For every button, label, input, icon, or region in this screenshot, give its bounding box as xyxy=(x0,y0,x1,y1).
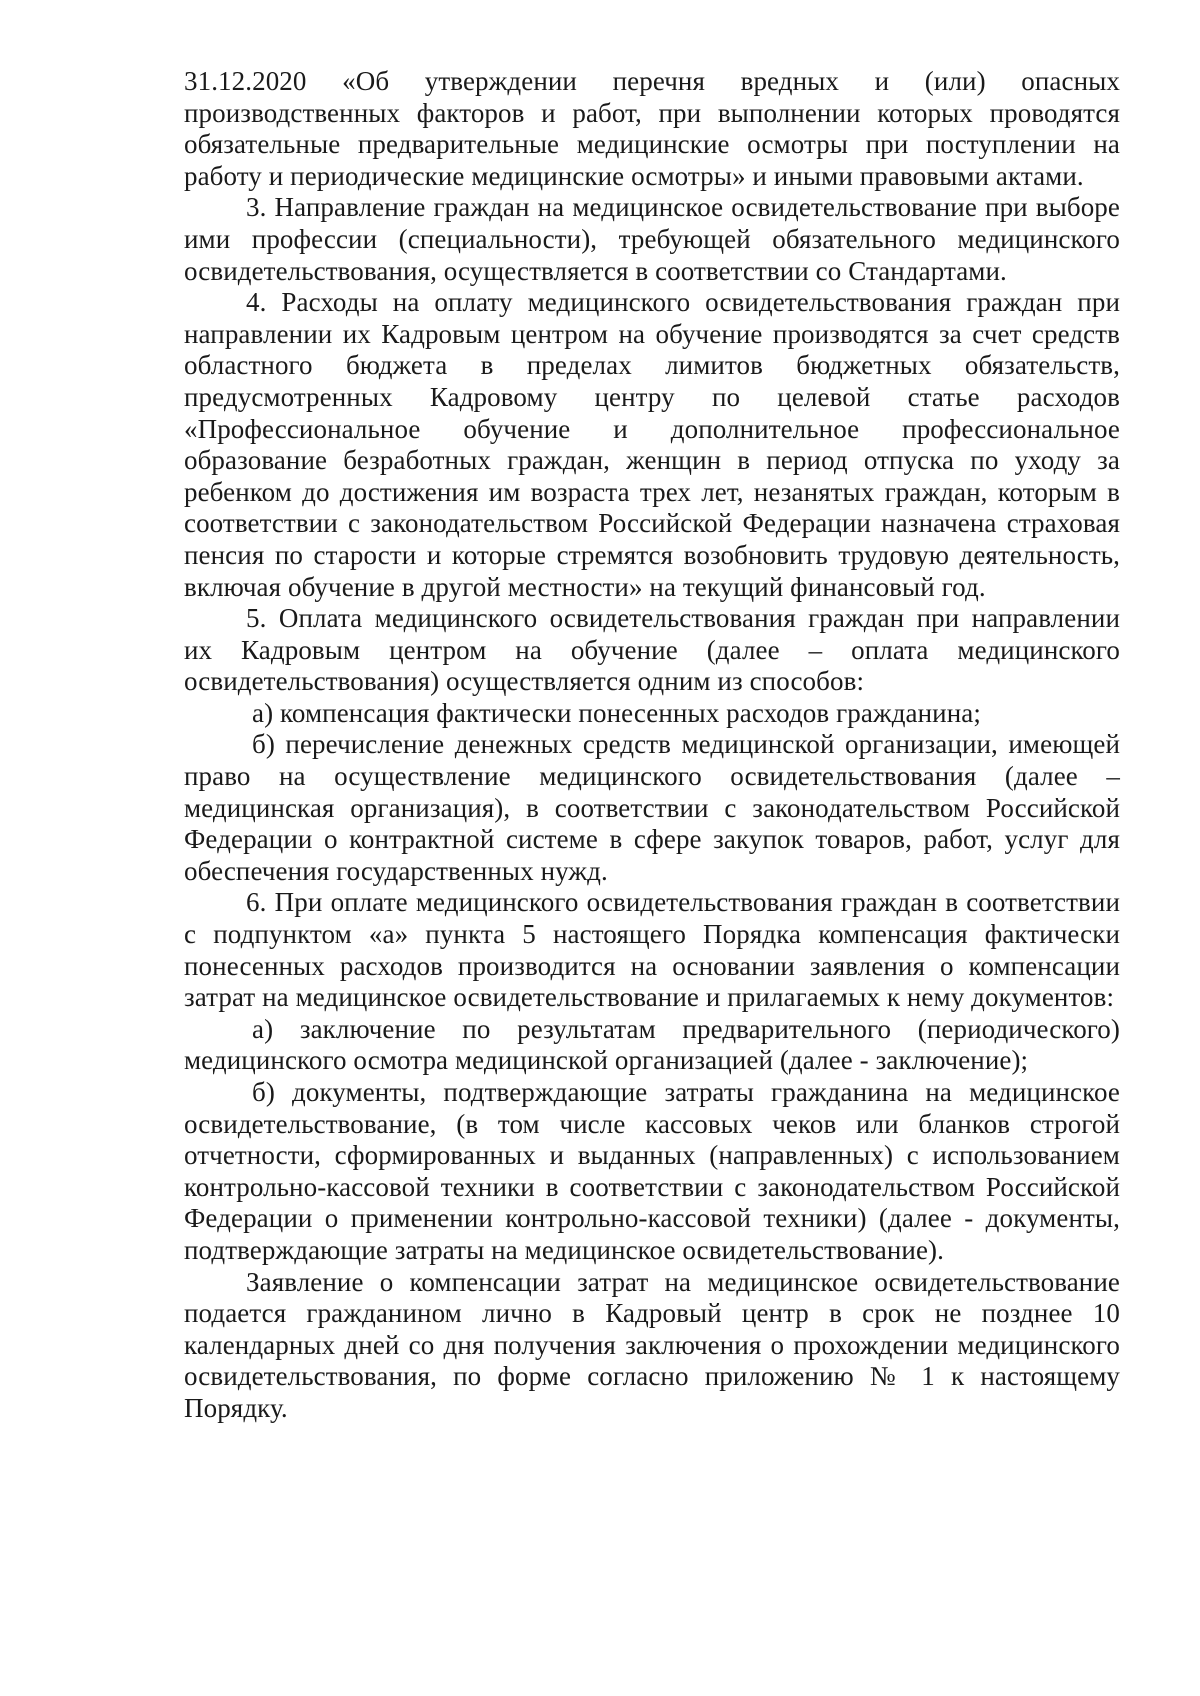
paragraph-continuation: 31.12.2020 «Об утверждении перечня вредных и (или) опасных производственных факторов и работ, при выполнении которых проводятся обязательные предварительные медицинские осмотры при поступлении на работу и периодические медицинские осмотры» и иными правовыми актами. xyxy=(184,66,1120,191)
paragraph-item-5-a: а) компенсация фактически понесенных расходов гражданина; xyxy=(252,697,981,728)
paragraph-item-6: 6. При оплате медицинского освидетельствования граждан в соответствии с подпунктом «а» пункта 5 настоящего Порядка компенсация фактически понесенных расходов производится на основании заявления о компенсации затрат на медицинское освидетельствование и прилагаемых к нему документов: xyxy=(184,887,1120,1013)
paragraph-item-4: 4. Расходы на оплату медицинского освидетельствования граждан при направлении их Кадровым центром на обучение производятся за счет средств областного бюджета в пределах лимитов бюджетных обязательств, предусмотренных Кадровому центру по целевой статье расходов «Профессиональное обучение и дополнительное профессиональное образование безработных граждан, женщин в период отпуска по уходу за ребенком до достижения им возраста трех лет, незанятых граждан, которым в соответствии с законодательством Российской Федерации назначена страховая пенсия по старости и которые стремятся возобновить трудовую деятельность, включая обучение в другой местности» на текущий финансовый год. xyxy=(184,287,1120,602)
paragraph-item-5-b: б) перечисление денежных средств медицинской организации, имеющей право на осуществление медицинского освидетельствования (далее – медицинская организация), в соответствии с законодательством Российской Федерации о контрактной системе в сфере закупок товаров, работ, услуг для обеспечения государственных нужд. xyxy=(184,729,1120,886)
document-body xyxy=(184,66,1120,1425)
paragraph-item-6-b: б) документы, подтверждающие затраты гражданина на медицинское освидетельствование, (в том числе кассовых чеков или бланков строгой отчетности, сформированных и выданных (направленных) с использованием контрольно-кассовой техники в соответствии с законодательством Российской Федерации о применении контрольно-кассовой техники) (далее - документы, подтверждающие затраты на медицинское освидетельствование). xyxy=(184,1077,1120,1265)
paragraph-item-3: 3. Направление граждан на медицинское освидетельствование при выборе ими профессии (специальности), требующей обязательного медицинского освидетельствования, осуществляется в соответствии со Стандартами. xyxy=(184,192,1120,286)
paragraph-item-6-a: а) заключение по результатам предварительного (периодического) медицинского осмотра медицинской организацией (далее - заключение); xyxy=(184,1013,1120,1076)
paragraph-item-5: 5. Оплата медицинского освидетельствования граждан при направлении их Кадровым центром на обучение (далее – оплата медицинского освидетельствования) осуществляется одним из способов: xyxy=(184,603,1120,697)
paragraph-application: Заявление о компенсации затрат на медицинское освидетельствование подается гражданином лично в Кадровый центр в срок не позднее 10 календарных дней со дня получения заключения о прохождении медицинского освидетельствования, по форме согласно приложению № 1 к настоящему Порядку. xyxy=(184,1266,1120,1423)
